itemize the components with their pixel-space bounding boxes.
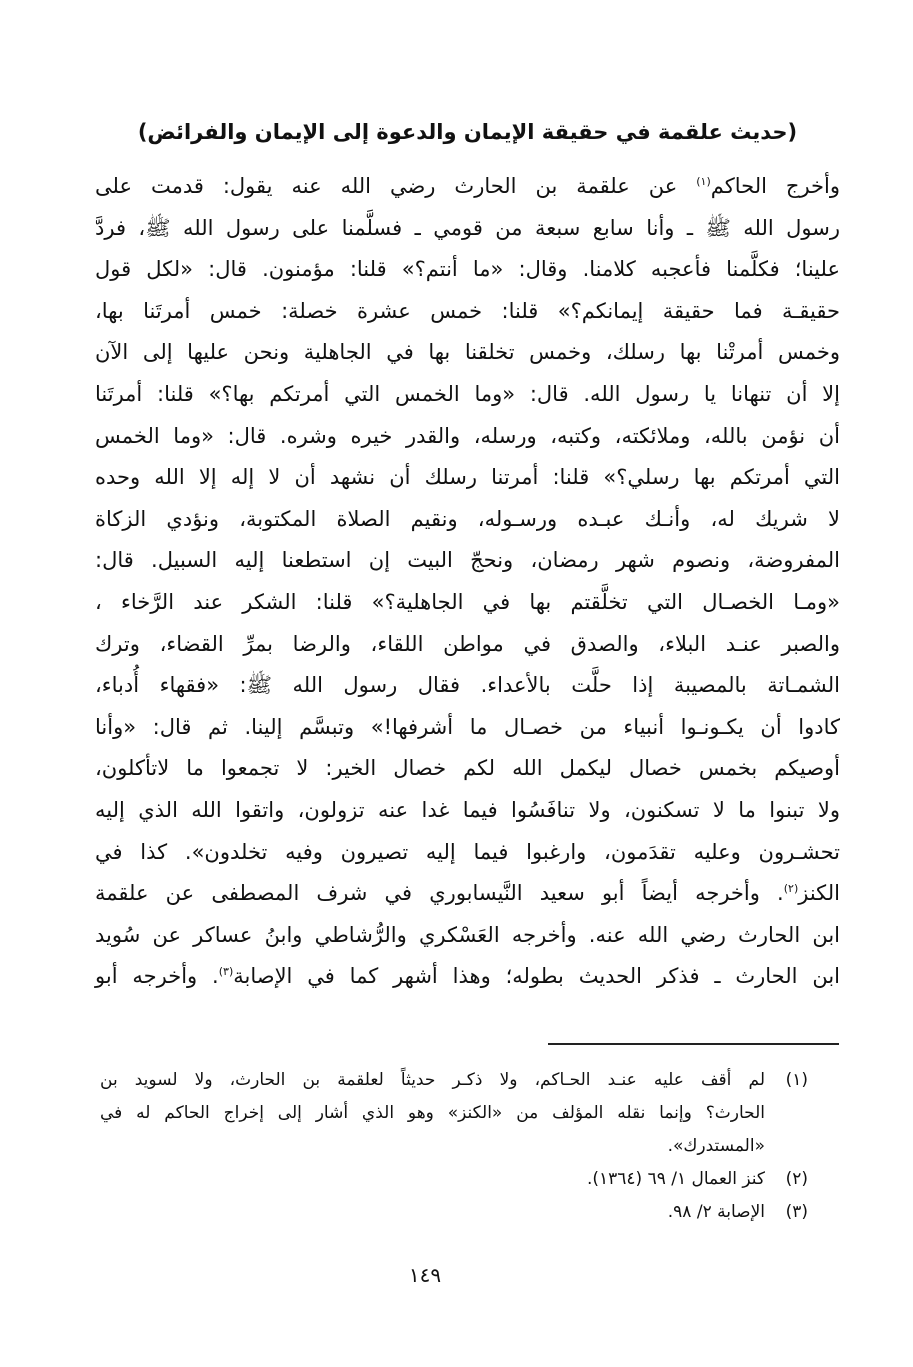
body-line xyxy=(95,166,840,208)
page-number: ١٤٩ xyxy=(408,1263,442,1287)
body-line: كادوا أن يكـونـوا أنبياء من خصـال ما أشرفها!» وتبسَّم إلينا. ثم قال: «وأنا xyxy=(95,714,840,739)
footnote-line: لم أقف عليه عنـد الحـاكم، ولا ذكـر حديثاً لعلقمة بن الحارث، ولا لسويد بن xyxy=(100,1070,765,1090)
footnote-line: كنز العمال ١/ ٦٩ (١٣٦٤). xyxy=(586,1169,765,1189)
footnote-marker: (٣) xyxy=(785,1202,808,1222)
body-line: أوصيكم بخمس خصال ليكمل الله لكم خصال الخير: لا تجمعوا ما لاتأكلون، xyxy=(95,756,840,781)
footnotes xyxy=(100,1064,808,1229)
body-line: أن نؤمن بالله، وملائكته، وكتبه، ورسله، والقدر خيره وشره. قال: «وما الخمس xyxy=(95,423,840,448)
body-line: حقيقـة فما حقيقة إيمانكم؟» قلنا: خمس عشرة خصلة: خمس أمرتَنا بها، xyxy=(95,298,840,323)
footnote-text xyxy=(100,1163,765,1196)
body-line xyxy=(95,956,840,998)
footnote xyxy=(100,1064,808,1163)
body-line: المفروضة، ونصوم شهر رمضان، ونحجّ البيت إن استطعنا إليه السبيل. قال: xyxy=(95,548,840,573)
footnote-text xyxy=(100,1064,765,1163)
body-line: ولا تبنوا ما لا تسكنون، ولا تنافَسُوا فيما غدا عنه تزولون، واتقوا الله الذي إليه xyxy=(95,797,840,822)
body-line: وخمس أمرتْنا بها رسلك، وخمس تخلقنا بها في الجاهلية ونحن عليها إلى الآن xyxy=(95,340,840,365)
footnote-line: الإصابة ٢/ ٩٨. xyxy=(667,1202,765,1222)
body-line-text: الكنز xyxy=(798,881,840,906)
footnote-ref: (١) xyxy=(696,175,711,188)
footnote-line: «المستدرك». xyxy=(667,1136,765,1156)
footnote-text xyxy=(100,1196,765,1229)
main-text xyxy=(95,166,840,998)
body-line: التي أمرتكم بها رسلي؟» قلنا: أمرتنا رسلك أن نشهد أن لا إله إلا الله وحده xyxy=(95,465,840,490)
body-line: علينا؛ فكلَّمنا فأعجبه كلامنا. وقال: «ما أنتم؟» قلنا: مؤمنون. قال: «لكل قول xyxy=(95,257,840,282)
body-line: «ومـا الخصـال التي تخلَّقتم بها في الجاهلية؟» قلنا: الشكر عند الرَّخاء ، xyxy=(95,589,840,614)
footnote-ref: (٢) xyxy=(783,882,799,896)
footnote-marker: (٢) xyxy=(785,1169,808,1189)
body-line-text: عن علقمة بن الحارث رضي الله عنه يقول: قدمت على xyxy=(95,174,697,198)
body-line-text: . وأخرجه أيضاً أبو سعيد النَّيسابوري في شرف المصطفى عن علقمة xyxy=(95,881,784,906)
body-line xyxy=(95,873,840,915)
body-line-text: . وأخرجه أبو xyxy=(95,964,219,989)
body-line-text: ابن الحارث ـ فذكر الحديث بطوله؛ وهذا أشهر كما في الإصابة xyxy=(233,964,840,989)
footnote xyxy=(100,1163,808,1196)
body-line: لا شريك له، وأنـك عبـده ورسـوله، ونقيم الصلاة المكتوبة، ونؤدي الزكاة xyxy=(95,506,840,531)
footnote-separator xyxy=(548,1043,839,1045)
footnote-ref: (٣) xyxy=(218,965,234,979)
body-line-text: وأخرج الحاكم xyxy=(710,174,840,198)
body-line: تحشـرون وعليه تقدَمون، وارغبوا فيما إليه تصيرون وفيه تخلدون». كذا في xyxy=(95,839,840,864)
footnote-marker: (١) xyxy=(785,1070,808,1090)
chapter-title: (حديث علقمة في حقيقة الإيمان والدعوة إلى الإيمان والفرائض) xyxy=(137,120,798,144)
footnote-line: الحارث؟ وإنما نقله المؤلف من «الكنز» وهو الذي أشار إلى إخراج الحاكم له في xyxy=(100,1103,765,1123)
body-line: الشمـاتة بالمصيبة إذا حلَّت بالأعداء. فقال رسول الله ﷺ: «فقهاء أُدباء، xyxy=(95,673,840,698)
body-line: رسول الله ﷺ ـ وأنا سابع سبعة من قومي ـ فسلَّمنا على رسول الله ﷺ، فردَّ xyxy=(95,215,840,240)
footnote xyxy=(100,1196,808,1229)
body-line: إلا أن تنهانا يا رسول الله. قال: «وما الخمس التي أمرتكم بها؟» قلنا: أمرتَنا xyxy=(95,381,840,406)
body-line: والصبر عنـد البلاء، والصدق في مواطن اللقاء، والرضا بمرِّ القضاء، وترك xyxy=(95,631,840,656)
body-line: ابن الحارث رضي الله عنه. وأخرجه العَسْكري والرُّشاطي وابنُ عساكر عن سُويد xyxy=(95,922,840,947)
